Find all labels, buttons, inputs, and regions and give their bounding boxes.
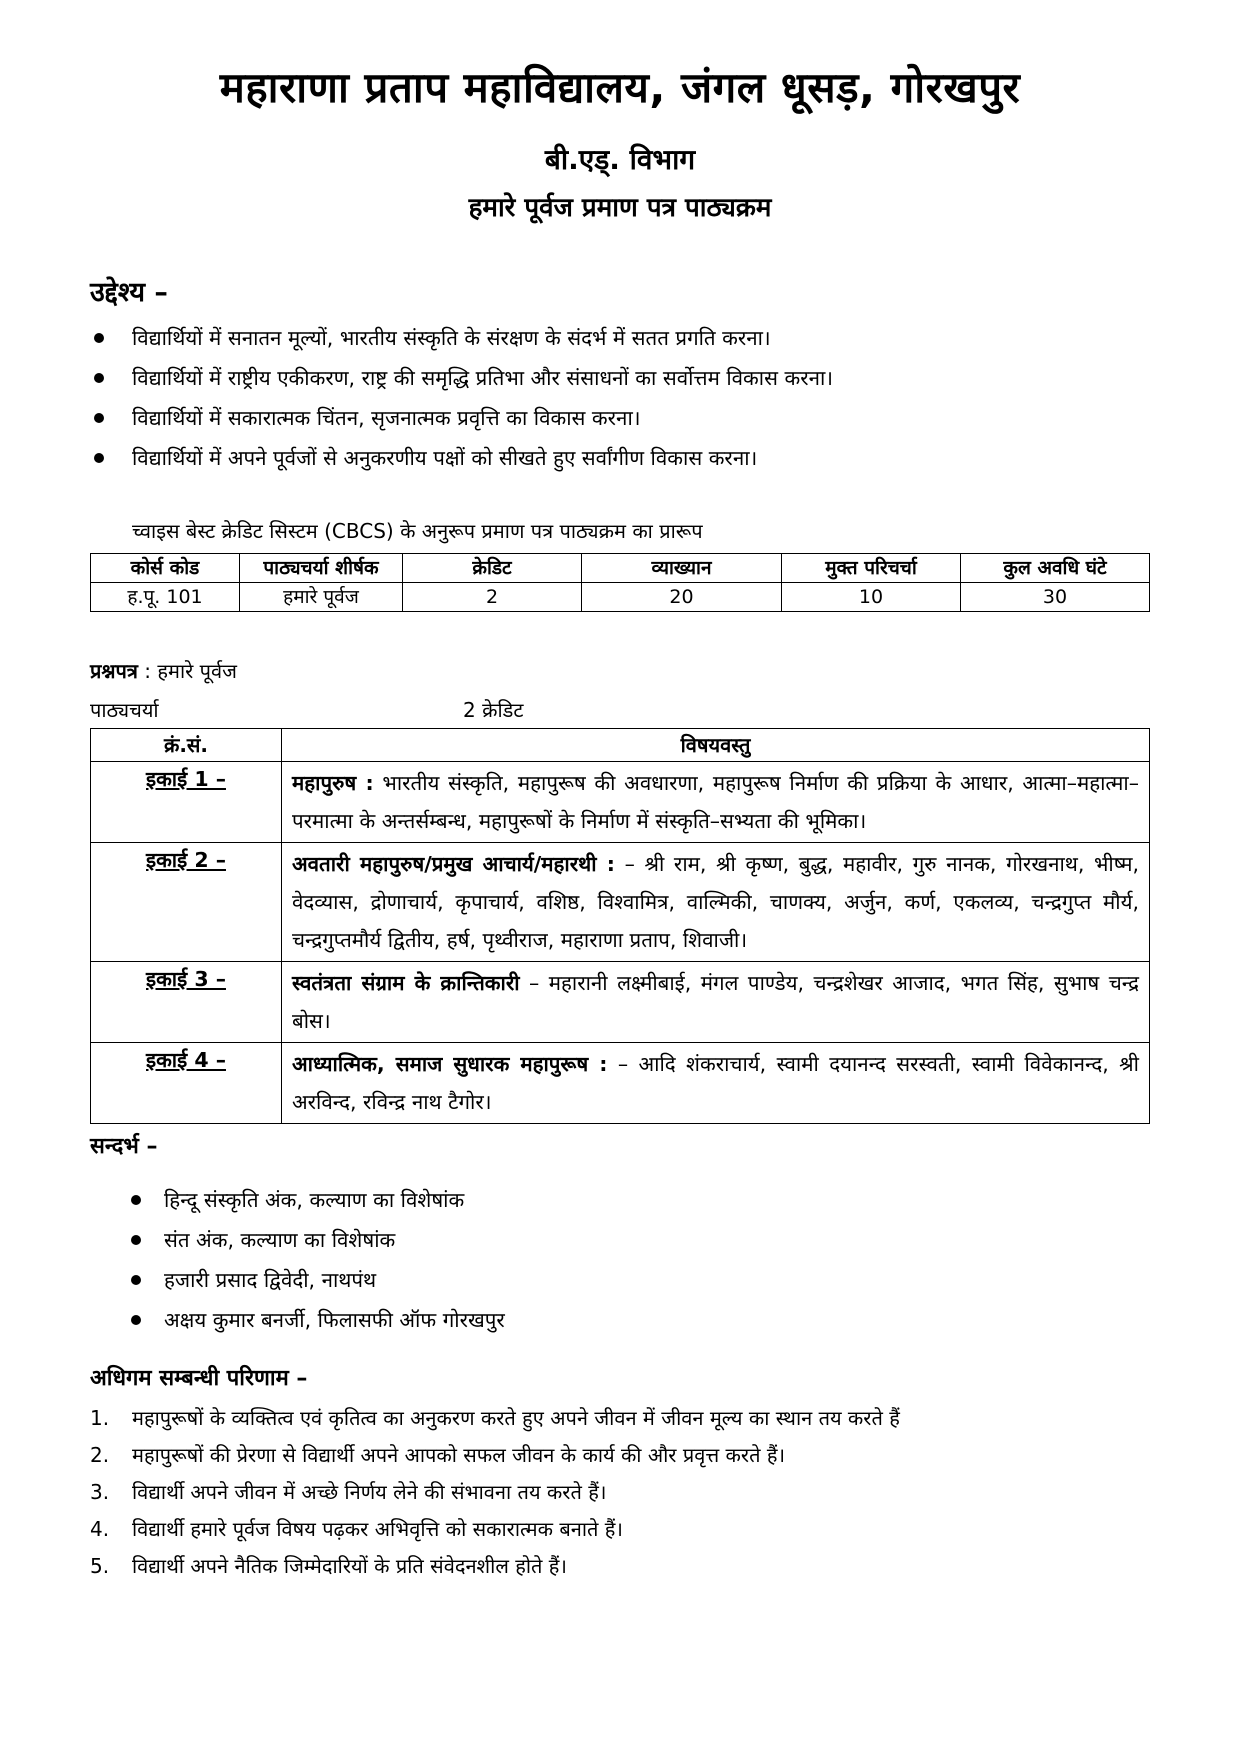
paper-label: प्रश्नपत्र: [90, 659, 138, 683]
outcomes-list: [90, 1400, 900, 1585]
reference-item: संत अंक, कल्याण का विशेषांक: [128, 1220, 505, 1260]
outcome-number: 4.: [90, 1517, 110, 1541]
outcome-text: विद्यार्थी अपने नैतिक जिम्मेदारियों के प्रति संवेदनशील होते हैं।: [132, 1554, 567, 1578]
outcome-item: [90, 1437, 900, 1474]
references-heading: सन्दर्भ –: [90, 1134, 158, 1159]
column-header: कुल अवधि घंटे: [961, 554, 1150, 583]
objectives-list: [90, 318, 833, 478]
table-cell: 10: [782, 583, 961, 612]
references-list: [128, 1180, 505, 1340]
column-header: मुक्त परिचर्चा: [782, 554, 961, 583]
cbcs-table: [90, 553, 1150, 612]
unit-content: [282, 843, 1150, 962]
objective-item: विद्यार्थियों में राष्ट्रीय एकीकरण, राष्ट्र की समृद्धि प्रतिभा और संसाधनों का सर्वोत्तम विकास करना।: [90, 358, 833, 398]
objective-item: विद्यार्थियों में अपने पूर्वजों से अनुकरणीय पक्षों को सीखते हुए सर्वांगीण विकास करना।: [90, 438, 833, 478]
department-title: बी.एड्. विभाग: [544, 143, 696, 176]
unit-title: महापुरुष :: [292, 771, 374, 795]
unit-title: आध्यात्मिक, समाज सुधारक महापुरूष :: [292, 1052, 608, 1076]
reference-item: हजारी प्रसाद द्विवेदी, नाथपंथ: [128, 1260, 505, 1300]
column-header: कोर्स कोड: [91, 554, 240, 583]
table-cell: 30: [961, 583, 1150, 612]
objective-item: विद्यार्थियों में सनातन मूल्यों, भारतीय संस्कृति के संरक्षण के संदर्भ में सतत प्रगति करना।: [90, 318, 833, 358]
table-row: [91, 1043, 1150, 1124]
syllabus-label: पाठ्यचर्या: [90, 698, 159, 722]
paper-value: : हमारे पूर्वज: [144, 659, 237, 683]
column-header: क्रेडिट: [403, 554, 582, 583]
unit-content: [282, 1043, 1150, 1124]
units-table: [90, 728, 1150, 1124]
unit-content: [282, 762, 1150, 843]
table-cell: हमारे पूर्वज: [240, 583, 403, 612]
table-row: [91, 843, 1150, 962]
unit-label: इकाई 3 –: [91, 962, 282, 1043]
column-header: विषयवस्तु: [282, 729, 1150, 762]
cbcs-caption: च्वाइस बेस्ट क्रेडिट सिस्टम (CBCS) के अनुरूप प्रमाण पत्र पाठ्यक्रम का प्रारूप: [132, 519, 703, 543]
outcome-number: 1.: [90, 1406, 110, 1430]
outcomes-heading: अधिगम सम्बन्धी परिणाम –: [90, 1366, 308, 1391]
table-row: [91, 583, 1150, 612]
syllabus-credit: 2 क्रेडिट: [463, 698, 524, 722]
objective-item: विद्यार्थियों में सकारात्मक चिंतन, सृजनात्मक प्रवृत्ति का विकास करना।: [90, 398, 833, 438]
unit-title: अवतारी महापुरुष/प्रमुख आचार्य/महारथी :: [292, 852, 615, 876]
table-header-row: [91, 554, 1150, 583]
column-header: पाठ्यचर्या शीर्षक: [240, 554, 403, 583]
college-title: महाराणा प्रताप महाविद्यालय, जंगल धूसड़, गोरखपुर: [219, 63, 1021, 112]
unit-text: भारतीय संस्कृति, महापुरूष की अवधारणा, महापुरूष निर्माण की प्रक्रिया के आधार, आत्मा–महात्मा–परमात्मा के अन्तर्सम्बन्ध, महापुरूषों के निर्माण में संस्कृति–सभ्यता की भूमिका।: [292, 771, 1139, 833]
outcome-text: विद्यार्थी अपने जीवन में अच्छे निर्णय लेने की संभावना तय करते हैं।: [132, 1480, 607, 1504]
table-row: [91, 962, 1150, 1043]
unit-title: स्वतंत्रता संग्राम के क्रान्तिकारी: [292, 971, 520, 995]
outcome-item: [90, 1511, 900, 1548]
outcome-text: महापुरूषों की प्रेरणा से विद्यार्थी अपने आपको सफल जीवन के कार्य की और प्रवृत्त करते हैं।: [132, 1443, 786, 1467]
reference-item: हिन्दू संस्कृति अंक, कल्याण का विशेषांक: [128, 1180, 505, 1220]
unit-text: – महारानी लक्ष्मीबाई, मंगल पाण्डेय, चन्द्रशेखर आजाद, भगत सिंह, सुभाष चन्द्र बोस।: [292, 971, 1139, 1033]
outcome-number: 2.: [90, 1443, 110, 1467]
outcome-text: विद्यार्थी हमारे पूर्वज विषय पढ़कर अभिवृत्ति को सकारात्मक बनाते हैं।: [132, 1517, 623, 1541]
table-cell: 20: [582, 583, 782, 612]
unit-label: इकाई 1 –: [91, 762, 282, 843]
course-title: हमारे पूर्वज प्रमाण पत्र पाठ्यक्रम: [468, 193, 772, 223]
outcome-number: 5.: [90, 1554, 110, 1578]
table-cell: ह.पू. 101: [91, 583, 240, 612]
unit-label: इकाई 2 –: [91, 843, 282, 962]
outcome-item: [90, 1400, 900, 1437]
outcome-text: महापुरूषों के व्यक्तित्व एवं कृतित्व का अनुकरण करते हुए अपने जीवन में जीवन मूल्य का स्थान तय करते हैं: [132, 1406, 900, 1430]
column-header: व्याख्यान: [582, 554, 782, 583]
unit-text: – आदि शंकराचार्य, स्वामी दयानन्द सरस्वती, स्वामी विवेकानन्द, श्री अरविन्द, रविन्द्र नाथ टैगोर।: [292, 1052, 1139, 1114]
outcome-item: [90, 1548, 900, 1585]
paper-line: [90, 657, 237, 684]
objectives-heading: उद्देश्य –: [90, 277, 168, 308]
outcome-item: [90, 1474, 900, 1511]
reference-item: अक्षय कुमार बनर्जी, फिलासफी ऑफ गोरखपुर: [128, 1300, 505, 1340]
unit-content: [282, 962, 1150, 1043]
outcome-number: 3.: [90, 1480, 110, 1504]
table-row: [91, 762, 1150, 843]
unit-label: इकाई 4 –: [91, 1043, 282, 1124]
table-cell: 2: [403, 583, 582, 612]
unit-text: – श्री राम, श्री कृष्ण, बुद्ध, महावीर, गुरु नानक, गोरखनाथ, भीष्म, वेदव्यास, द्रोणाचार्य, कृपाचार्य, वशिष्ठ, विश्वामित्र, वाल्मिकी, चाणक्य, अर्जुन, कर्ण, एकलव्य, चन्द्रगुप्त मौर्य, चन्द्रगुप्तमौर्य द्वितीय, हर्ष, पृथ्वीराज, महाराणा प्रताप, शिवाजी।: [292, 852, 1139, 952]
column-header: क्रं.सं.: [91, 729, 282, 762]
table-header-row: [91, 729, 1150, 762]
